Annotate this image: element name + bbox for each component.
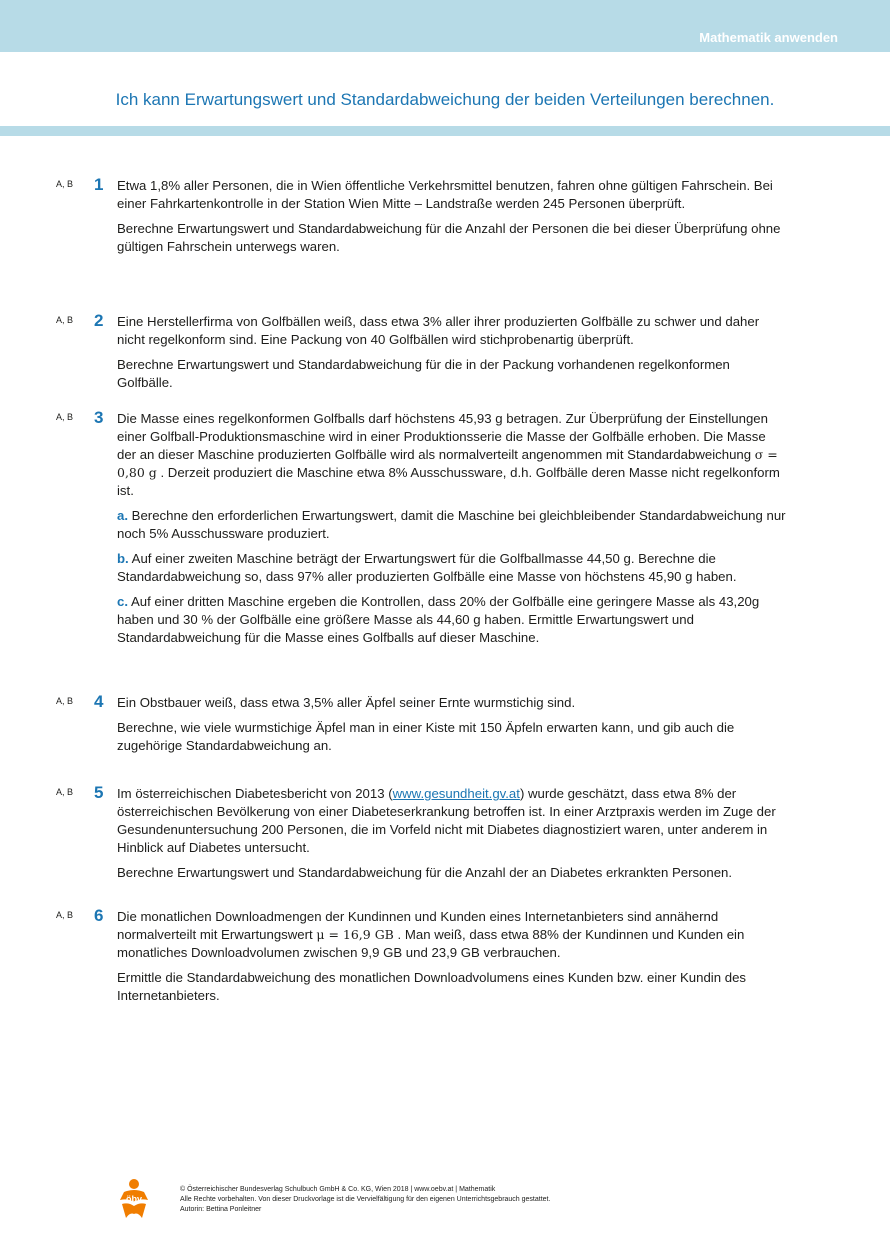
task-tag: A, B — [56, 412, 74, 422]
task-instruction: Berechne, wie viele wurmstichige Äpfel man in einer Kiste mit 150 Äpfeln erwarten kann, und gib auch die zugehörige Standardabweichung an. — [117, 720, 735, 753]
task-text-part: Die Masse eines regelkonformen Golfballs darf höchstens 45,93 g betragen. Zur Überprüfung der Einstellungen einer Golfball-Produktionsmaschine wird in einer Produktionsserie die Masse der Golfbälle erhoben. Die Masse der an dieser Maschine produzierten Golfbälle wird als normalverteilt angenommen mit Standardabweichung — [117, 411, 768, 462]
task-body — [117, 908, 787, 1012]
task-tag: A, B — [56, 315, 74, 325]
subtask-text: Berechne den erforderlichen Erwartungswert, damit die Maschine bei gleichbleibender Standardabweichung nur noch 5% Ausschussware produziert. — [117, 508, 786, 541]
header-divider — [0, 126, 890, 136]
task-text: Etwa 1,8% aller Personen, die in Wien öffentliche Verkehrsmittel benutzen, fahren ohne gültigen Fahrschein. Bei einer Fahrkartenkontrolle in der Station Wien Mitte – Landstraße werden 245 Personen überprüft. — [117, 178, 773, 211]
task-body — [117, 694, 787, 762]
task-text-part: Die monatlichen Downloadmengen der Kundinnen und Kunden eines Internetanbieters sind annähernd normalverteilt mit Erwartungswert — [117, 909, 719, 942]
subtask-label: a. — [117, 508, 128, 523]
subtask-a — [117, 507, 787, 543]
task-number: 2 — [94, 311, 104, 330]
footer-author: Autorin: Bettina Ponleitner — [180, 1206, 262, 1213]
task-tag: A, B — [56, 910, 74, 920]
footer — [180, 1185, 550, 1215]
task-text: Eine Herstellerfirma von Golfbällen weiß, dass etwa 3% aller ihrer produzierten Golfbälle zu schwer und daher nicht regelkonform sind. Eine Packung von 40 Golfbällen wird stichprobenartig überprüft. — [117, 314, 760, 347]
mu-formula: μ = 16,9 GB — [316, 927, 394, 942]
task-number: 5 — [94, 783, 104, 802]
subtask-text: Auf einer dritten Maschine ergeben die Kontrollen, dass 20% der Golfbälle eine geringere Masse als 43,20g haben und 30 % der Golfbälle eine größere Masse als 44,60 g haben. Ermittle Erwartungswert und Standardabweichung für die Masse eines Golfballs auf dieser Maschine. — [117, 594, 760, 645]
task-instruction: Berechne Erwartungswert und Standardabweichung für die Anzahl der Personen die bei dieser Überprüfung ohne gültigen Fahrschein unterwegs waren. — [117, 221, 781, 254]
source-link[interactable]: www.gesundheit.gv.at — [392, 786, 520, 801]
subtask-label: b. — [117, 551, 129, 566]
task-number: 3 — [94, 408, 104, 427]
task-text — [117, 908, 787, 962]
task-text-part: ) wurde geschätzt, dass etwa 8% der österreichischen Bevölkerung von einer Diabeteserkrankung betroffen ist. In einer Arztpraxis werden im Zuge der Gesundenuntersuchung 200 Personen, die im Vorfeld nicht mit Diabetes diagnostiziert waren, unter anderem in Hinblick auf Diabetes untersucht. — [117, 786, 776, 855]
subtask-c — [117, 593, 787, 647]
logo-text: öbv — [125, 1194, 143, 1204]
page-title: Ich kann Erwartungswert und Standardabweichung der beiden Verteilungen berechnen. — [115, 90, 775, 109]
task-text-part: . Derzeit produziert die Maschine etwa 8% Ausschussware, d.h. Golfbälle deren Masse nicht regelkonform ist. — [117, 465, 780, 498]
task-body — [117, 785, 787, 889]
task-body — [117, 177, 787, 263]
task-number: 4 — [94, 692, 104, 711]
task-instruction: Berechne Erwartungswert und Standardabweichung für die in der Packung vorhandenen regelkonformen Golfbälle. — [117, 357, 730, 390]
task-text: Ein Obstbauer weiß, dass etwa 3,5% aller Äpfel seiner Ernte wurmstichig sind. — [117, 695, 576, 710]
task-text-part: . Man weiß, dass etwa 88% der Kundinnen und Kunden ein monatliches Downloadvolumen zwischen 9,9 GB und 23,9 GB verbrauchen. — [117, 927, 745, 960]
header-band — [0, 0, 890, 52]
task-number: 1 — [94, 175, 104, 194]
oebv-logo-graphic — [114, 1178, 154, 1222]
sigma-formula: σ = 0,80 g — [117, 447, 778, 480]
subtask-label: c. — [117, 594, 128, 609]
task-instruction: Berechne Erwartungswert und Standardabweichung für die Anzahl der an Diabetes erkrankten Personen. — [117, 865, 733, 880]
task-text — [117, 410, 787, 500]
task-tag: A, B — [56, 696, 74, 706]
task-tag: A, B — [56, 179, 74, 189]
task-text-part: Im österreichischen Diabetesbericht von 2013 ( — [117, 786, 393, 801]
oebv-logo-icon — [114, 1178, 154, 1222]
subtask-text: Auf einer zweiten Maschine beträgt der Erwartungswert für die Golfballmasse 44,50 g. Berechne die Standardabweichung so, dass 97% aller produzierten Golfbälle eine Masse von höchstens 45,90 g haben. — [117, 551, 737, 584]
task-instruction: Ermittle die Standardabweichung des monatlichen Downloadvolumens eines Kunden bzw. einer Kundin des Internetanbieters. — [117, 970, 746, 1003]
task-number: 6 — [94, 906, 104, 925]
footer-rights: Alle Rechte vorbehalten. Von dieser Druckvorlage ist die Vervielfältigung für den eigenen Unterrichtsgebrauch gestattet. — [180, 1196, 551, 1203]
task-body — [117, 313, 787, 399]
series-title: Mathematik anwenden — [699, 30, 838, 45]
task-body — [117, 410, 787, 654]
footer-copyright: © Österreichischer Bundesverlag Schulbuch GmbH & Co. KG, Wien 2018 | www.oebv.at | Mathematik — [180, 1186, 496, 1193]
task-tag: A, B — [56, 787, 74, 797]
task-text — [117, 785, 787, 857]
subtask-b — [117, 550, 787, 586]
